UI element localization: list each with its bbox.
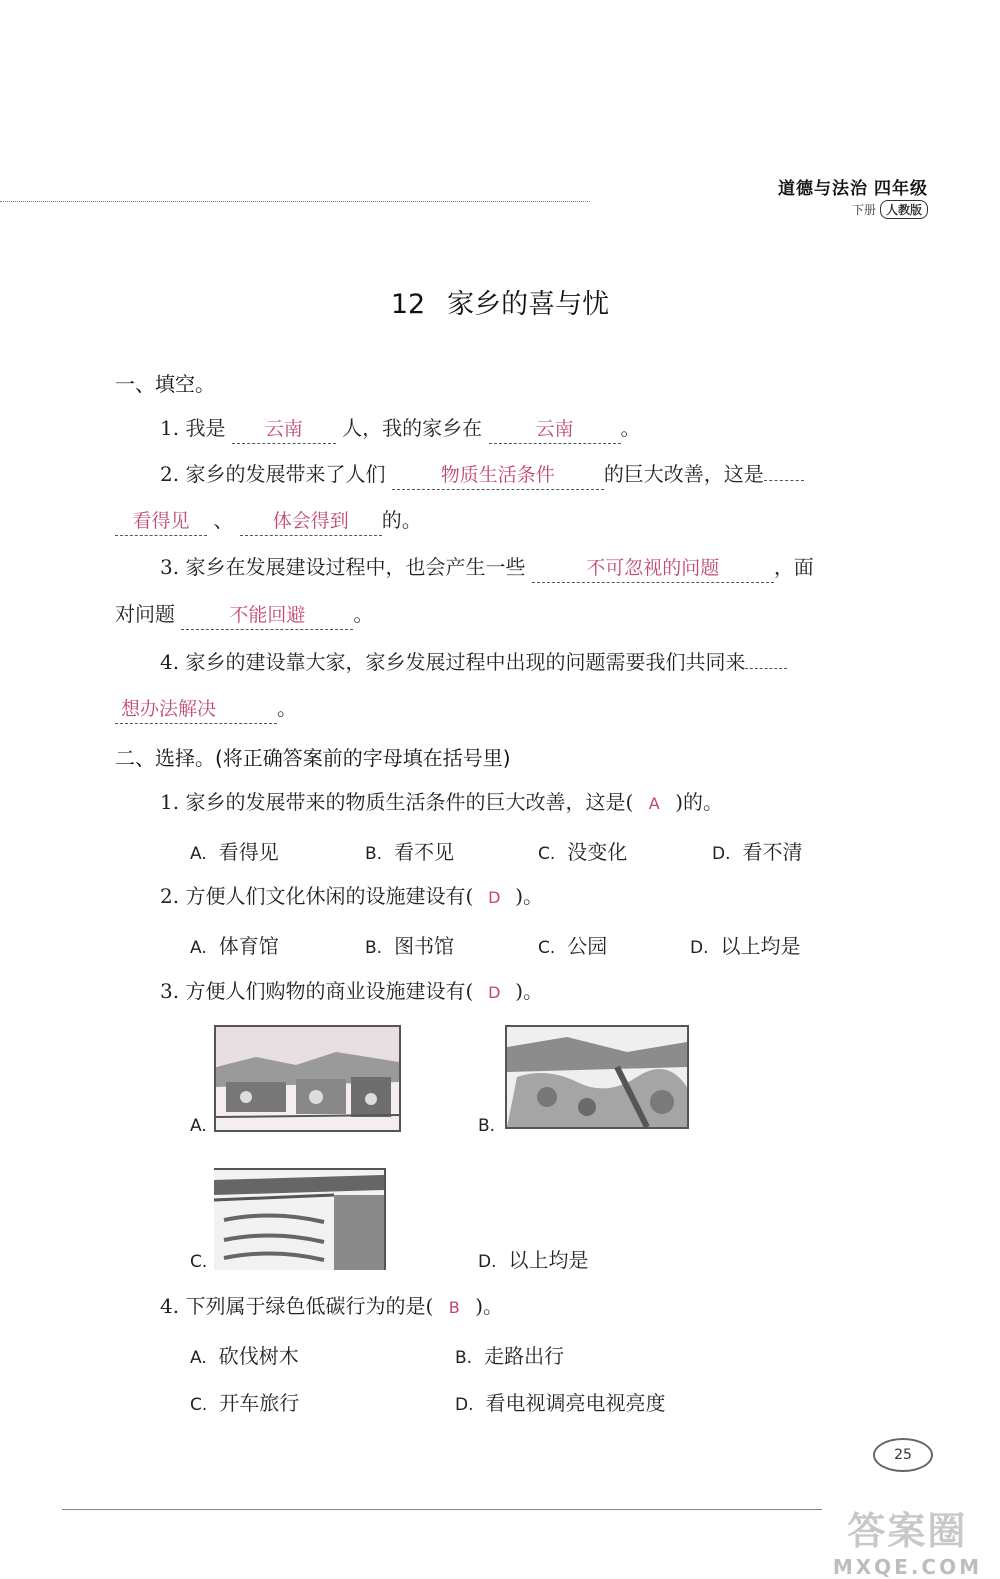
section-fill-blank-heading: 一、填空。 <box>115 372 215 396</box>
fill-q1: 1. 我是 云南 人，我的家乡在 云南 。 <box>160 414 641 444</box>
choice-q4-option-b: B. 走路出行 <box>455 1344 565 1368</box>
choice-q3-option-a: A. <box>190 1116 207 1136</box>
choice-q3-stem: 3. 方便人们购物的商业设施建设有( D )。 <box>160 977 543 1007</box>
lesson-name: 家乡的喜与忧 <box>447 289 610 320</box>
choice-q3-option-d: D. 以上均是 <box>478 1248 589 1272</box>
fill-q3-line1: 3. 家乡在发展建设过程中，也会产生一些 不可忽视的问题 ，面 <box>160 553 814 583</box>
section-choice-heading: 二、选择。(将正确答案前的字母填在括号里) <box>115 746 511 770</box>
watermark-cn: 答案圈 <box>847 1509 968 1553</box>
choice-q2-option-c: C. 公园 <box>538 934 608 958</box>
choice-q3-option-b: B. <box>478 1116 496 1136</box>
lesson-number: 12 <box>390 289 426 320</box>
choice-q4-option-c: C. 开车旅行 <box>190 1391 300 1415</box>
blank-continuation <box>745 668 787 669</box>
fill-q4-line2: 想办法解决 。 <box>115 694 297 724</box>
answer-blank: 体会得到 <box>240 507 382 536</box>
choice-q1-option-a: A. 看得见 <box>190 840 279 864</box>
photo-option-c <box>214 1168 386 1270</box>
choice-q2-option-a: A. 体育馆 <box>190 934 279 958</box>
market-scene-illustration <box>507 1027 687 1127</box>
answer-blank: 不可忽视的问题 <box>532 554 774 583</box>
fill-q4-line1: 4. 家乡的建设靠大家，家乡发展过程中出现的问题需要我们共同来 <box>160 648 787 676</box>
answer-blank: 云南 <box>232 415 336 444</box>
photo-option-a <box>214 1025 401 1132</box>
bottom-rule <box>62 1509 822 1510</box>
header-series <box>778 174 928 199</box>
choice-q1-option-b: B. 看不见 <box>365 840 455 864</box>
choice-q4-stem: 4. 下列属于绿色低碳行为的是( B )。 <box>160 1292 503 1322</box>
choice-q1-option-d: D. 看不清 <box>712 840 803 864</box>
mall-interior-illustration <box>214 1170 384 1270</box>
fill-q2-line1: 2. 家乡的发展带来了人们 物质生活条件 的巨大改善，这是 <box>160 460 804 490</box>
page-number: 25 <box>873 1438 933 1472</box>
choice-q4-option-d: D. 看电视调亮电视亮度 <box>455 1391 666 1415</box>
fill-q2-line2: 看得见 、 体会得到 的。 <box>115 506 422 536</box>
grade: 四年级 <box>874 179 928 199</box>
photo-option-b <box>505 1025 689 1129</box>
answer-blank: 看得见 <box>115 507 207 536</box>
choice-q2-stem: 2. 方便人们文化休闲的设施建设有( D )。 <box>160 882 543 912</box>
watermark-en: MXQE.COM <box>832 1555 982 1579</box>
choice-q1-stem: 1. 家乡的发展带来的物质生活条件的巨大改善，这是( A )的。 <box>160 788 723 818</box>
volume: 下册 <box>851 203 876 217</box>
top-dotted-rule <box>0 201 590 202</box>
publisher-badge: 人教版 <box>880 200 928 219</box>
choice-q1-option-c: C. 没变化 <box>538 840 628 864</box>
answer-blank: 不能回避 <box>181 601 353 630</box>
answer-blank: 物质生活条件 <box>392 461 604 490</box>
series-name: 道德与法治 <box>778 179 868 199</box>
choice-q2-option-d: D. 以上均是 <box>690 934 801 958</box>
street-scene-illustration <box>216 1027 399 1130</box>
choice-answer: D <box>488 888 501 907</box>
choice-q2-option-b: B. 图书馆 <box>365 934 455 958</box>
choice-q4-option-a: A. 砍伐树木 <box>190 1344 299 1368</box>
answer-blank: 云南 <box>489 415 621 444</box>
choice-answer: B <box>448 1298 460 1317</box>
site-watermark <box>833 1500 982 1579</box>
answer-blank: 想办法解决 <box>115 695 277 724</box>
blank-continuation <box>764 480 804 481</box>
fill-q3-line2: 对问题 不能回避 。 <box>115 600 373 630</box>
lesson-title <box>0 282 1000 321</box>
choice-answer: D <box>488 983 501 1002</box>
header-sub <box>852 200 928 219</box>
choice-answer: A <box>648 794 660 813</box>
choice-q3-option-c: C. <box>190 1252 208 1272</box>
